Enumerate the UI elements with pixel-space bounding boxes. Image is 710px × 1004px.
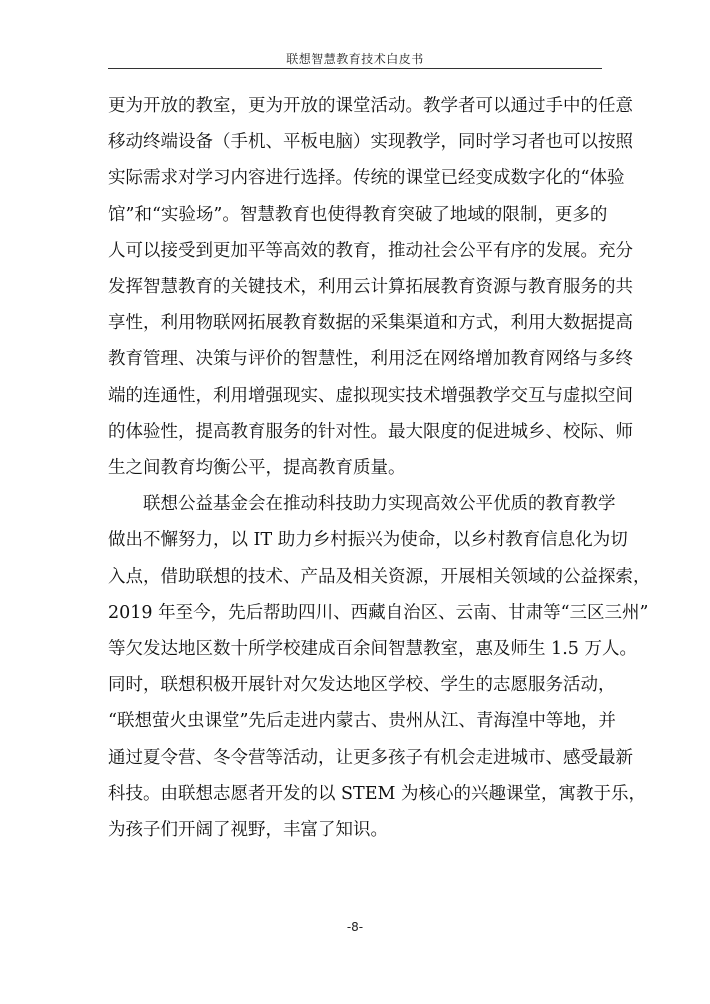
text-line: 联想公益基金会在推动科技助力实现高效公平优质的教育教学	[143, 494, 616, 515]
text-line: 科技。由联想志愿者开发的以 STEM 为核心的兴趣课堂，寓教于乐，	[108, 783, 646, 804]
running-header: 联想智慧教育技术白皮书	[286, 52, 424, 66]
text-line: 为孩子们开阔了视野，丰富了知识。	[108, 820, 388, 841]
text-line: 馆”和“实验场”。智慧教育也使得教育突破了地域的限制，更多的	[108, 204, 608, 225]
body-text	[108, 88, 651, 848]
text-line: 享性，利用物联网拓展教育数据的采集渠道和方式，利用大数据提高	[108, 313, 633, 334]
page-number: -8-	[346, 920, 364, 934]
paragraph-1	[108, 88, 633, 486]
text-line: 端的连通性，利用增强现实、虚拟现实技术增强教学交互与虚拟空间	[108, 385, 633, 406]
text-line: 通过夏令营、冬令营等活动，让更多孩子有机会走进城市、感受最新	[108, 747, 633, 768]
text-line: “联想萤火虫课堂”先后走进内蒙古、贵州从江、青海湟中等地，并	[108, 711, 616, 732]
text-line: 生之间教育均衡公平，提高教育质量。	[108, 458, 406, 479]
text-line: 入点，借助联想的技术、产品及相关资源，开展相关领域的公益探索，	[108, 566, 651, 587]
text-line: 2019 年至今，先后帮助四川、西藏自治区、云南、甘肃等“三区三州”	[108, 602, 649, 623]
text-line: 的体验性，提高教育服务的针对性。最大限度的促进城乡、校际、师	[108, 421, 633, 442]
text-line: 等欠发达地区数十所学校建成百余间智慧教室，惠及师生 1.5 万人。	[108, 639, 637, 660]
text-line: 同时，联想积极开展针对欠发达地区学校、学生的志愿服务活动，	[108, 675, 616, 696]
text-line: 实际需求对学习内容进行选择。传统的课堂已经变成数字化的“体验	[108, 168, 625, 189]
text-line: 人可以接受到更加平等高效的教育，推动社会公平有序的发展。充分	[108, 240, 633, 261]
text-line: 发挥智慧教育的关键技术，利用云计算拓展教育资源与教育服务的共	[108, 277, 633, 298]
paragraph-2	[108, 486, 651, 848]
header-rule	[108, 68, 602, 69]
text-line: 移动终端设备（手机、平板电脑）实现教学，同时学习者也可以按照	[108, 132, 633, 153]
text-line: 做出不懈努力，以 IT 助力乡村振兴为使命，以乡村教育信息化为切	[108, 530, 628, 551]
text-line: 教育管理、决策与评价的智慧性，利用泛在网络增加教育网络与多终	[108, 349, 633, 370]
text-line: 更为开放的教室，更为开放的课堂活动。教学者可以通过手中的任意	[108, 96, 633, 116]
